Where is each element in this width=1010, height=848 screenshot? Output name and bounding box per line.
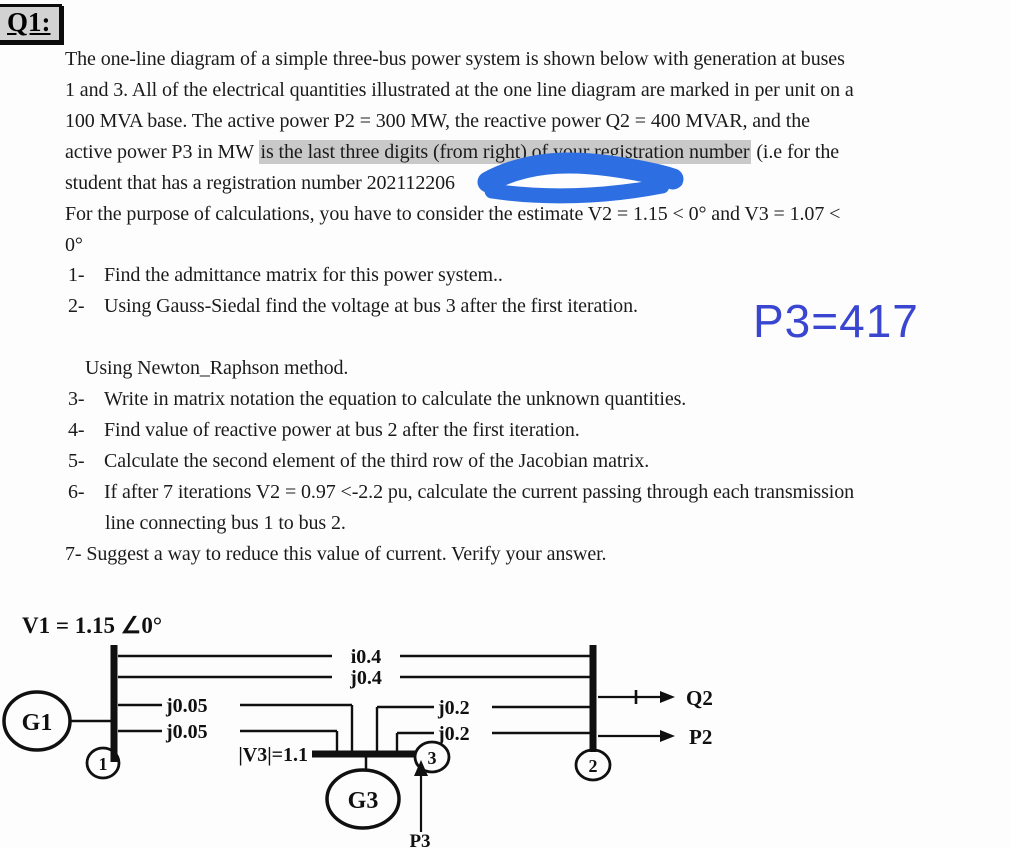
question-item-4 [68, 419, 580, 442]
scribble-stroke-top [488, 163, 673, 182]
item-5-text: Calculate the second element of the third row of the Jacobian matrix. [104, 450, 650, 472]
item-4-number: 4- [68, 419, 85, 441]
question-item-5 [68, 450, 649, 473]
registration-number-visible: student that has a registration number 202112 [65, 172, 426, 194]
question-item-7: 7- Suggest a way to reduce this value of current. Verify your answer. [65, 543, 607, 565]
one-line-diagram [0, 590, 1010, 848]
q2-arrow-head [660, 691, 675, 703]
registration-number-obscured: 206 [425, 172, 455, 194]
paragraph-line-2: 1 and 3. All of the electrical quantities illustrated at the one line diagram are marked in per unit on a [65, 79, 854, 101]
line4-post: (i.e for the [751, 141, 840, 163]
line4-pre: active power P3 in MW [65, 141, 259, 163]
question-item-3 [68, 388, 686, 411]
p2-label: P2 [689, 725, 713, 749]
bus3-number: 3 [427, 748, 437, 768]
p3-handwritten-answer: P3=417 [753, 295, 919, 347]
generator-g3-label: G3 [347, 788, 379, 814]
item-2-number: 2- [68, 295, 85, 317]
line4-highlighted-text: is the last three digits (from right) of your registration number [260, 141, 750, 163]
p2-arrow-head [660, 730, 675, 742]
paragraph-line-5 [65, 172, 455, 195]
item-2-text: Using Gauss-Siedal find the voltage at bus 3 after the first iteration. [104, 295, 638, 317]
question-item-6 [68, 481, 854, 504]
item-6-number: 6- [68, 481, 85, 503]
paragraph-line-4 [65, 141, 839, 164]
question-item-2 [68, 295, 638, 318]
line-3-2-a-impedance: j0.2 [438, 697, 470, 719]
line-3-2-b-impedance: j0.2 [438, 723, 470, 745]
line-1-2-b-impedance: j0.4 [350, 667, 382, 689]
v1-voltage-label: V1 = 1.15 ∠0° [22, 613, 163, 638]
line-1-3-b-impedance: j0.05 [166, 721, 208, 743]
bus1-number: 1 [98, 754, 108, 774]
paragraph-line-6: For the purpose of calculations, you have to consider the estimate V2 = 1.15 < 0° and V3 = 1.07 < [65, 203, 841, 225]
question-number-badge: Q1: [0, 4, 62, 43]
scribble-tail [664, 181, 679, 183]
item-1-text: Find the admittance matrix for this power system.. [104, 264, 503, 286]
generator-g1-label: G1 [21, 710, 53, 736]
scribble-stroke-bottom [492, 186, 662, 196]
question-item-1 [68, 264, 503, 287]
line-1-3-a-impedance: j0.05 [166, 695, 208, 717]
item-3-number: 3- [68, 388, 85, 410]
p3-label: P3 [409, 831, 431, 848]
paragraph-line-3: 100 MVA base. The active power P2 = 300 MW, the reactive power Q2 = 400 MVAR, and the [65, 110, 810, 132]
question-item-6-continuation: line connecting bus 1 to bus 2. [105, 512, 346, 534]
method-note: Using Newton_Raphson method. [85, 357, 349, 379]
item-3-text: Write in matrix notation the equation to calculate the unknown quantities. [104, 388, 687, 410]
item-1-number: 1- [68, 264, 85, 286]
q2-label: Q2 [686, 686, 713, 710]
paragraph-line-7: 0° [65, 234, 83, 256]
line-1-2-a-impedance: i0.4 [350, 646, 382, 668]
item-5-number: 5- [68, 450, 85, 472]
bus2-number: 2 [588, 756, 598, 776]
item-6-text: If after 7 iterations V2 = 0.97 <-2.2 pu, calculate the current passing through each transmission [104, 481, 855, 503]
item-4-text: Find value of reactive power at bus 2 after the first iteration. [104, 419, 580, 441]
blue-marker-scribble [470, 150, 685, 205]
paragraph-line-1: The one-line diagram of a simple three-bus power system is shown below with generation at buses [65, 48, 845, 70]
v3-voltage-label: |V3|=1.1 [238, 744, 308, 766]
